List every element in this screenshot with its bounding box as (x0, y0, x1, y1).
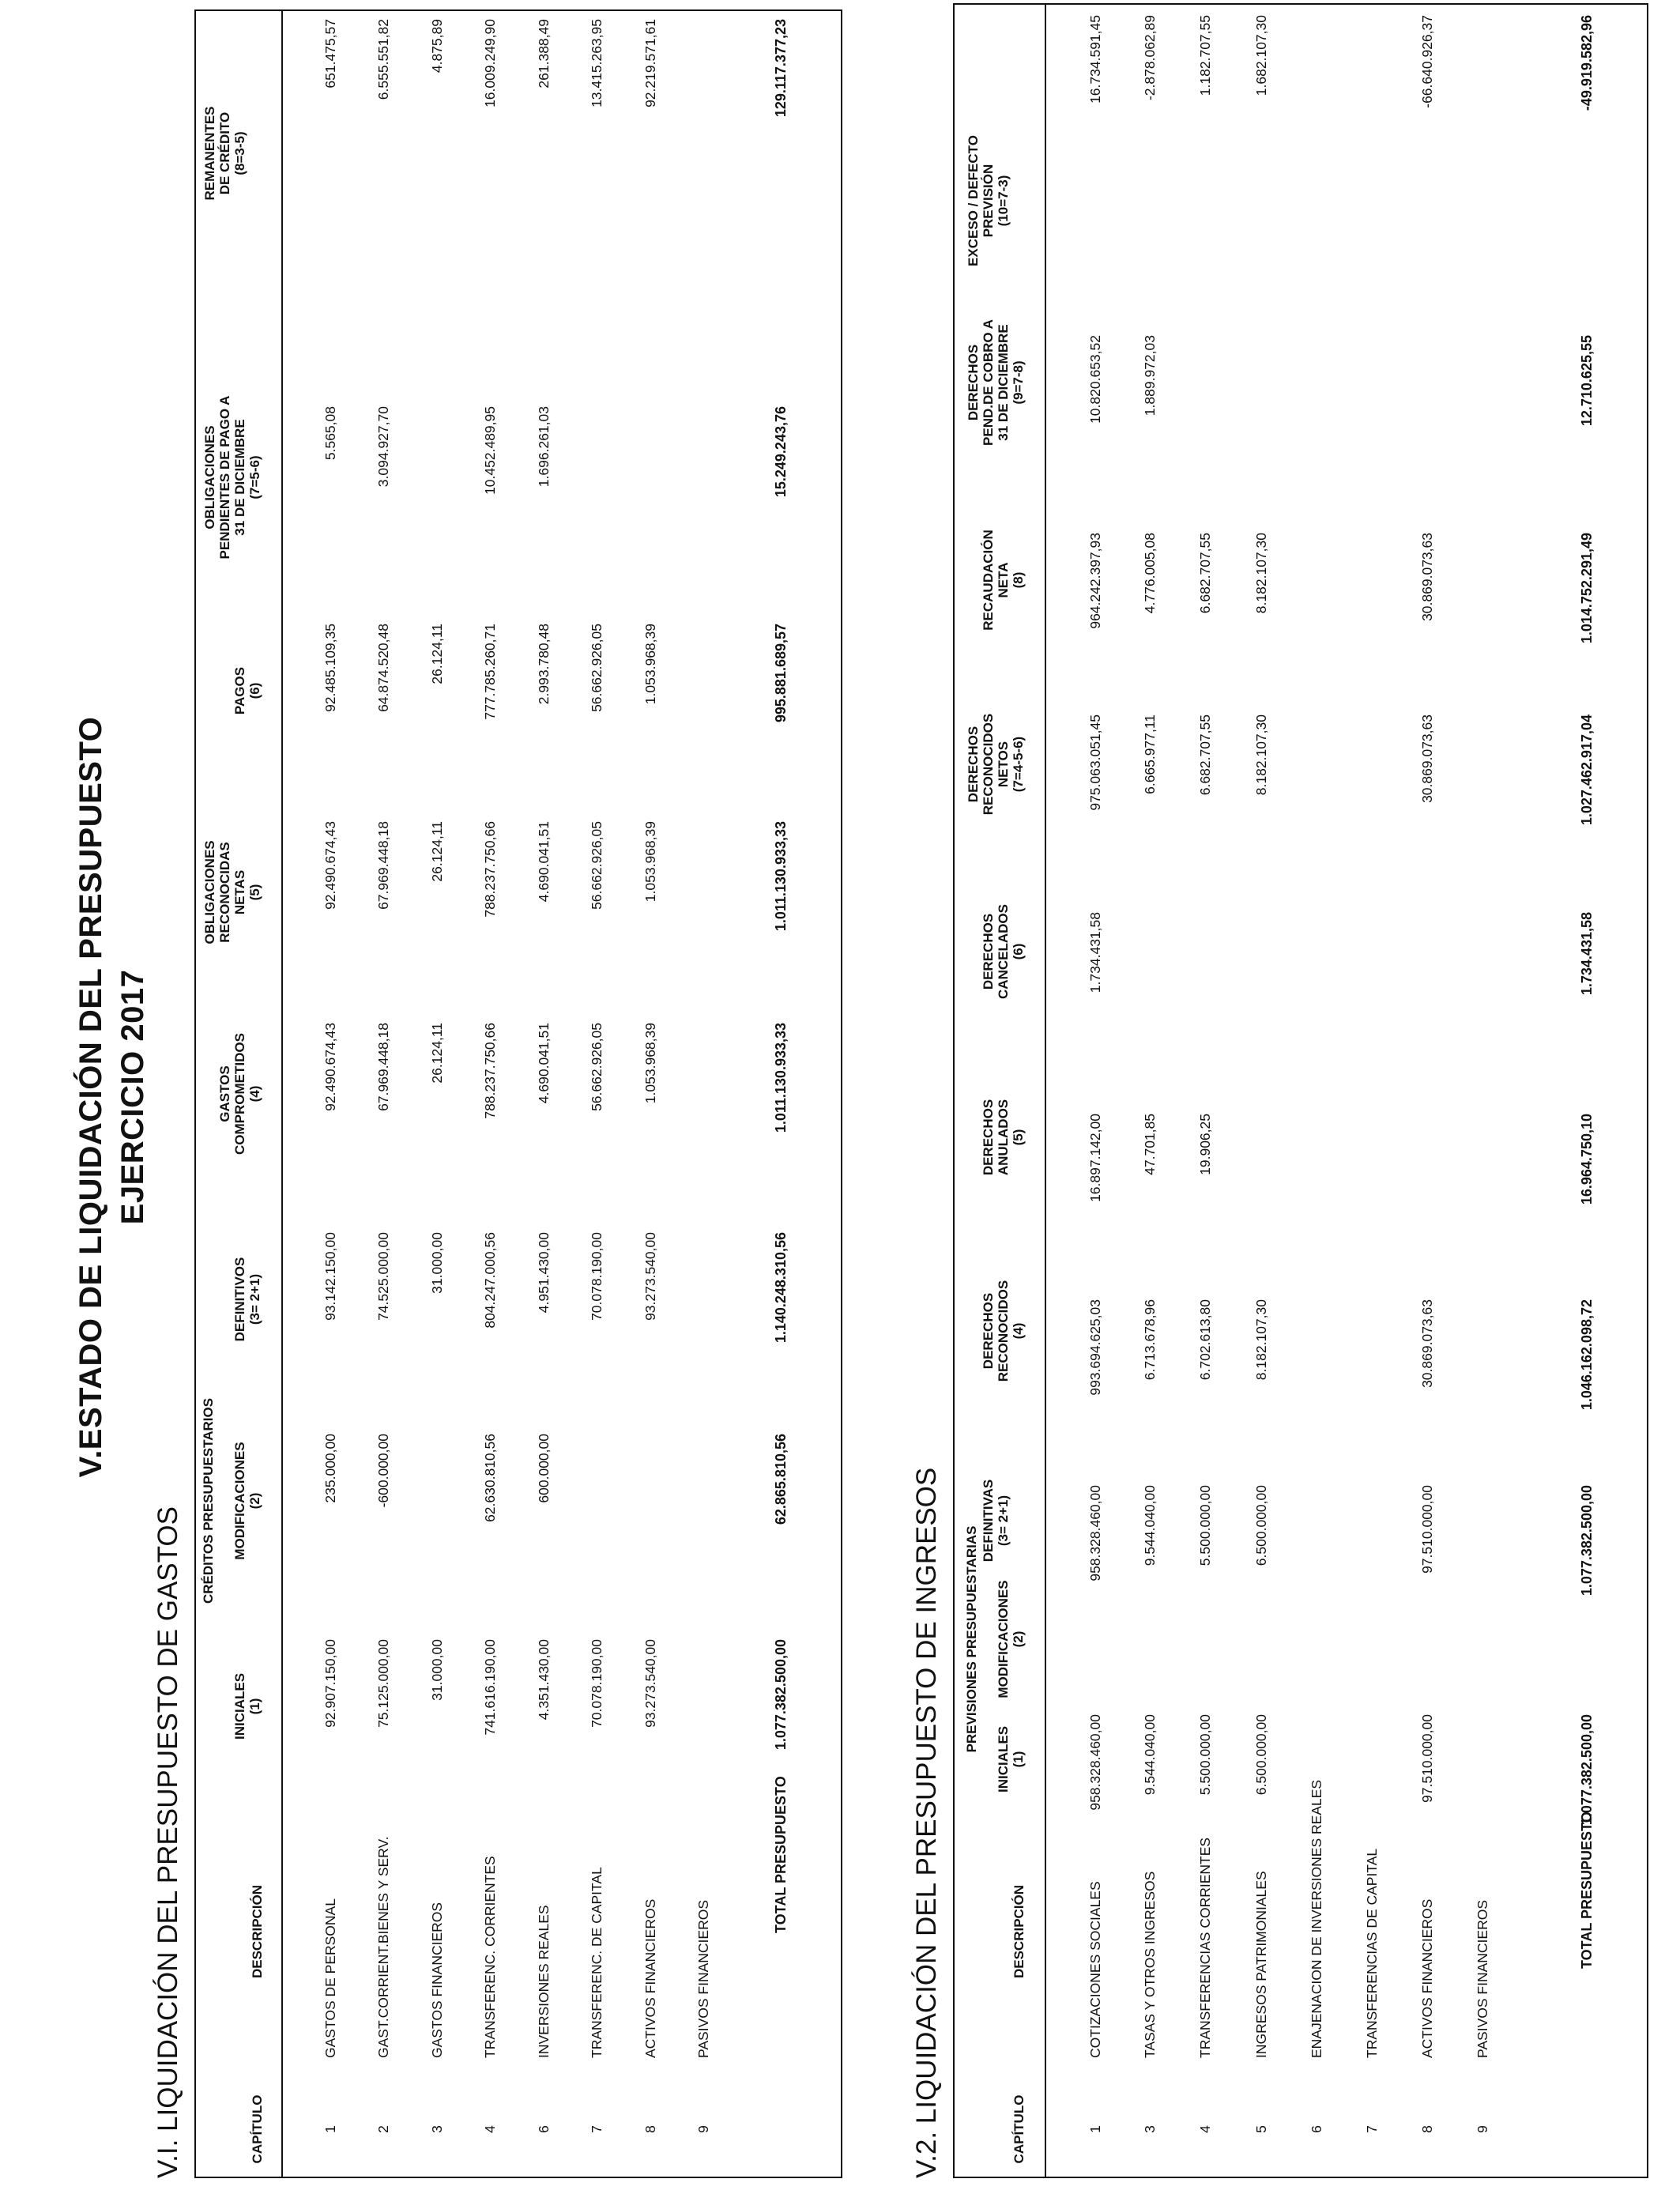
ingresos-row-5-net: 8.182.107,30 (1253, 714, 1269, 796)
gastos-row-7-capitulo: 7 (589, 2125, 605, 2133)
ingresos-row-1-pen: 10.820.653,52 (1087, 335, 1103, 424)
gastos-row-3-rem: 4.875,89 (429, 19, 445, 74)
gastos-row-8-descripcion: ACTIVOS FINANCIEROS (642, 1898, 658, 2058)
gastos-header-remanentes: REMANENTES DE CRÉDITO (8=3-5) (202, 106, 247, 201)
ingresos-row-8-capitulo: 8 (1419, 2125, 1435, 2133)
gastos-total-com: 1.011.130.933,33 (773, 1023, 789, 1133)
ingresos-row-1-can: 1.734.431,58 (1087, 912, 1103, 993)
gastos-row-6-com: 4.690.041,51 (536, 1023, 552, 1104)
ingresos-row-4-anu: 19.906,25 (1197, 1114, 1213, 1175)
ingresos-row-4-ini: 5.500.000,00 (1197, 1714, 1213, 1796)
gastos-header-iniciales: INICIALES (1) (232, 1672, 262, 1740)
ingresos-row-1-capitulo: 1 (1087, 2125, 1103, 2133)
gastos-row-3-descripcion: GASTOS FINANCIEROS (429, 1902, 445, 2058)
ingresos-row-5-rau: 8.182.107,30 (1253, 533, 1269, 614)
ingresos-row-5-capitulo: 5 (1253, 2125, 1269, 2133)
ingresos-header-modificaciones: MODIFICACIONES (2) (996, 1580, 1026, 1698)
gastos-row-4-mod: 62.630.810,56 (482, 1434, 498, 1522)
gastos-row-6-ini: 4.351.430,00 (536, 1639, 552, 1721)
gastos-total-label: TOTAL PRESUPUESTO (773, 1776, 789, 1933)
gastos-row-4-obl: 788.237.750,66 (482, 821, 498, 918)
gastos-row-7-descripcion: TRANSFERENC. DE CAPITAL (589, 1867, 605, 2058)
gastos-row-4-rem: 16.009.249,90 (482, 19, 498, 107)
gastos-row-1-mod: 235.000,00 (322, 1434, 338, 1503)
ingresos-table (953, 3, 1648, 2178)
ingresos-header-exceso: EXCESO / DEFECTO PREVISIÓN (10=7-3) (966, 135, 1011, 266)
gastos-group-header: CRÉDITOS PRESUPUESTARIOS (201, 1397, 216, 1604)
gastos-row-8-obl: 1.053.968,39 (642, 821, 658, 903)
gastos-total-pen: 15.249.243,76 (773, 406, 789, 498)
ingresos-row-8-ini: 97.510.000,00 (1419, 1714, 1435, 1803)
ingresos-row-3-rec: 6.713.678,96 (1142, 1299, 1158, 1381)
ingresos-header-recaudacion: RECAUDACIÓN NETA (8) (981, 530, 1026, 631)
gastos-table (194, 9, 842, 2178)
ingresos-row-9-capitulo: 9 (1475, 2125, 1490, 2133)
gastos-row-2-rem: 6.555.551,82 (375, 19, 391, 100)
gastos-row-6-capitulo: 6 (536, 2125, 552, 2133)
gastos-row-6-mod: 600.000,00 (536, 1434, 552, 1503)
gastos-row-8-def: 93.273.540,00 (642, 1232, 658, 1321)
gastos-row-2-mod: -600.000,00 (375, 1434, 391, 1508)
ingresos-row-9-descripcion: PASIVOS FINANCIEROS (1475, 1900, 1490, 2058)
ingresos-header-iniciales: INICIALES (1) (996, 1725, 1026, 1793)
ingresos-header-cancelados: DERECHOS CANCELADOS (6) (981, 904, 1026, 999)
gastos-row-2-com: 67.969.448,18 (375, 1023, 391, 1111)
gastos-header-capitulo: CAPÍTULO (250, 2094, 265, 2164)
gastos-row-7-ini: 70.078.190,00 (589, 1639, 605, 1728)
ingresos-row-8-rau: 30.869.073,63 (1419, 533, 1435, 621)
gastos-row-1-descripcion: GASTOS DE PERSONAL (322, 1898, 338, 2058)
gastos-section-title: V.I. LIQUIDACIÓN DEL PRESUPUESTO DE GASTOS (153, 1506, 183, 2178)
gastos-header-descripcion: DESCRIPCIÓN (250, 1884, 265, 1979)
gastos-row-8-pag: 1.053.968,39 (642, 624, 658, 705)
ingresos-row-4-rec: 6.702.613,80 (1197, 1299, 1213, 1381)
gastos-row-3-com: 26.124,11 (429, 1023, 445, 1084)
ingresos-row-1-rec: 993.694.625,03 (1087, 1299, 1103, 1396)
gastos-row-1-capitulo: 1 (322, 2125, 338, 2133)
ingresos-section-title: V.2. LIQUIDACIÓN DEL PRESUPUESTO DE INGRESOS (911, 1467, 942, 2178)
gastos-row-2-ini: 75.125.000,00 (375, 1639, 391, 1728)
ingresos-total-net: 1.027.462.917,04 (1579, 714, 1595, 826)
gastos-header-pendientes: OBLIGACIONES PENDIENTES DE PAGO A 31 DE DICIEMBRE (7=5-6) (202, 395, 262, 560)
ingresos-header-descripcion: DESCRIPCIÓN (1011, 1884, 1026, 1979)
ingresos-row-3-def: 9.544.040,00 (1142, 1485, 1158, 1566)
ingresos-row-8-net: 30.869.073,63 (1419, 714, 1435, 803)
gastos-row-6-pag: 2.993.780,48 (536, 624, 552, 705)
gastos-row-1-pen: 5.565,08 (322, 406, 338, 461)
ingresos-row-4-rau: 6.682.707,55 (1197, 533, 1213, 614)
gastos-row-9-descripcion: PASIVOS FINANCIEROS (695, 1900, 711, 2058)
gastos-row-1-ini: 92.907.150,00 (322, 1639, 338, 1728)
gastos-row-6-descripcion: INVERSIONES REALES (536, 1905, 552, 2058)
ingresos-header-pendientes: DERECHOS PEND.DE COBRO A 31 DE DICIEMBRE (9=7-8) (966, 319, 1026, 446)
gastos-header-modificaciones: MODIFICACIONES (2) (232, 1442, 262, 1560)
ingresos-row-1-exc: 16.734.591,45 (1087, 15, 1103, 104)
ingresos-row-4-net: 6.682.707,55 (1197, 714, 1213, 796)
gastos-header-obligaciones: OBLIGACIONES RECONOCIDAS NETAS (5) (202, 840, 262, 944)
gastos-header-divider (281, 11, 283, 2177)
ingresos-total-rec: 1.046.162.098,72 (1579, 1299, 1595, 1411)
ingresos-row-5-exc: 1.682.107,30 (1253, 15, 1269, 96)
gastos-header-definitivos: DEFINITIVOS (3= 2+1) (232, 1257, 262, 1342)
ingresos-total-can: 1.734.431,58 (1579, 912, 1595, 996)
ingresos-row-4-def: 5.500.000,00 (1197, 1485, 1213, 1566)
ingresos-row-5-rec: 8.182.107,30 (1253, 1299, 1269, 1381)
gastos-row-3-ini: 31.000,00 (429, 1639, 445, 1701)
gastos-row-8-ini: 93.273.540,00 (642, 1639, 658, 1728)
ingresos-header-divider (1045, 5, 1046, 2177)
gastos-total-ini: 1.077.382.500,00 (773, 1639, 789, 1751)
ingresos-total-rau: 1.014.752.291,49 (1579, 533, 1595, 644)
gastos-row-3-capitulo: 3 (429, 2125, 445, 2133)
gastos-row-4-pen: 10.452.489,95 (482, 406, 498, 495)
gastos-header-comprometidos: GASTOS COMPROMETIDOS (4) (217, 1033, 262, 1155)
ingresos-row-5-def: 6.500.000,00 (1253, 1485, 1269, 1566)
gastos-row-1-obl: 92.490.674,43 (322, 821, 338, 910)
gastos-row-4-com: 788.237.750,66 (482, 1023, 498, 1119)
ingresos-row-1-def: 958.328.460,00 (1087, 1485, 1103, 1581)
ingresos-row-3-anu: 47.701,85 (1142, 1114, 1158, 1175)
gastos-total-obl: 1.011.130.933,33 (773, 821, 789, 932)
ingresos-row-3-descripcion: TASAS Y OTROS INGRESOS (1142, 1871, 1158, 2058)
ingresos-row-3-pen: 1.889.972,03 (1142, 335, 1158, 417)
gastos-row-7-def: 70.078.190,00 (589, 1232, 605, 1321)
gastos-row-7-rem: 13.415.263,95 (589, 19, 605, 107)
ingresos-total-label: TOTAL PRESUPUESTO (1579, 1811, 1595, 1969)
ingresos-row-6-capitulo: 6 (1309, 2125, 1324, 2133)
ingresos-row-3-net: 6.665.977,11 (1142, 714, 1158, 794)
ingresos-total-def: 1.077.382.500,00 (1579, 1485, 1595, 1596)
gastos-row-2-pag: 64.874.520,48 (375, 624, 391, 712)
ingresos-group-header: PREVISIONES PRESUPUESTARIAS (964, 1525, 979, 1753)
gastos-total-def: 1.140.248.310,56 (773, 1232, 789, 1344)
gastos-row-2-descripcion: GAST.CORRIENT.BIENES Y SERV. (375, 1836, 391, 2058)
ingresos-total-exc: -49.919.582,96 (1579, 15, 1595, 111)
ingresos-row-7-descripcion: TRANSFERENCIAS DE CAPITAL (1364, 1848, 1380, 2058)
ingresos-row-1-rau: 964.242.397,93 (1087, 533, 1103, 629)
gastos-row-3-def: 31.000,00 (429, 1232, 445, 1294)
gastos-row-2-pen: 3.094.927,70 (375, 406, 391, 488)
gastos-row-4-descripcion: TRANSFERENC. CORRIENTES (482, 1856, 498, 2058)
ingresos-row-1-anu: 16.897.142,00 (1087, 1114, 1103, 1202)
ingresos-row-5-descripcion: INGRESOS PATRIMONIALES (1253, 1871, 1269, 2058)
gastos-row-4-def: 804.247.000,56 (482, 1232, 498, 1329)
ingresos-header-anulados: DERECHOS ANULADOS (5) (981, 1099, 1026, 1176)
gastos-row-8-com: 1.053.968,39 (642, 1023, 658, 1104)
document-title: V.ESTADO DE LIQUIDACIÓN DEL PRESUPUESTO (73, 716, 108, 1478)
ingresos-row-8-exc: -66.640.926,37 (1419, 15, 1435, 108)
ingresos-row-1-descripcion: COTIZACIONES SOCIALES (1087, 1881, 1103, 2058)
gastos-row-1-def: 93.142.150,00 (322, 1232, 338, 1321)
gastos-row-1-rem: 651.475,57 (322, 19, 338, 89)
gastos-row-7-com: 56.662.926,05 (589, 1023, 605, 1111)
ingresos-row-4-descripcion: TRANSFERENCIAS CORRIENTES (1197, 1837, 1213, 2058)
ingresos-header-reconocidos: DERECHOS RECONOCIDOS (4) (981, 1280, 1026, 1382)
gastos-row-6-def: 4.951.430,00 (536, 1232, 552, 1314)
ingresos-header-definitivas: DEFINITIVAS (3= 2+1) (981, 1479, 1011, 1563)
ingresos-row-8-def: 97.510.000,00 (1419, 1485, 1435, 1574)
ingresos-row-5-ini: 6.500.000,00 (1253, 1714, 1269, 1796)
gastos-row-8-capitulo: 8 (642, 2125, 658, 2133)
ingresos-row-1-net: 975.063.051,45 (1087, 714, 1103, 811)
ingresos-row-3-rau: 4.776.005,08 (1142, 533, 1158, 614)
gastos-row-7-pag: 56.662.926,05 (589, 624, 605, 712)
gastos-row-1-com: 92.490.674,43 (322, 1023, 338, 1111)
ingresos-row-4-capitulo: 4 (1197, 2125, 1213, 2133)
gastos-row-7-obl: 56.662.926,05 (589, 821, 605, 910)
ingresos-row-3-ini: 9.544.040,00 (1142, 1714, 1158, 1796)
gastos-row-6-rem: 261.388,49 (536, 19, 552, 89)
ingresos-row-3-capitulo: 3 (1142, 2125, 1158, 2133)
gastos-row-2-obl: 67.969.448,18 (375, 821, 391, 910)
gastos-row-6-obl: 4.690.041,51 (536, 821, 552, 903)
ingresos-header-netos: DERECHOS RECONOCIDOS NETOS (7=4-5-6) (966, 713, 1026, 816)
ingresos-row-7-capitulo: 7 (1364, 2125, 1380, 2133)
ingresos-row-6-descripcion: ENAJENACION DE INVERSIONES REALES (1309, 1779, 1324, 2058)
ingresos-total-anu: 16.964.750,10 (1579, 1114, 1595, 1205)
gastos-total-mod: 62.865.810,56 (773, 1434, 789, 1525)
gastos-row-1-pag: 92.485.109,35 (322, 624, 338, 712)
gastos-row-3-obl: 26.124,11 (429, 821, 445, 882)
ingresos-row-4-exc: 1.182.707,55 (1197, 15, 1213, 96)
gastos-row-4-ini: 741.616.190,00 (482, 1639, 498, 1736)
ingresos-row-1-ini: 958.328.460,00 (1087, 1714, 1103, 1811)
ingresos-row-8-rec: 30.869.073,63 (1419, 1299, 1435, 1388)
ingresos-row-3-exc: -2.878.062,89 (1142, 15, 1158, 101)
ingresos-row-8-descripcion: ACTIVOS FINANCIEROS (1419, 1898, 1435, 2058)
gastos-row-2-capitulo: 2 (375, 2125, 391, 2133)
gastos-total-pag: 995.881.689,57 (773, 624, 789, 723)
gastos-row-4-pag: 777.785.260,71 (482, 624, 498, 720)
gastos-row-8-rem: 92.219.571,61 (642, 19, 658, 107)
gastos-row-3-pag: 26.124,11 (429, 624, 445, 684)
gastos-row-9-capitulo: 9 (695, 2125, 711, 2133)
gastos-row-6-pen: 1.696.261,03 (536, 406, 552, 488)
gastos-total-rem: 129.117.377,23 (773, 19, 789, 118)
gastos-row-2-def: 74.525.000,00 (375, 1232, 391, 1321)
gastos-header-pagos: PAGOS (6) (232, 666, 262, 715)
ingresos-header-capitulo: CAPÍTULO (1011, 2094, 1026, 2164)
ingresos-total-ini: 1.077.382.500,00 (1579, 1714, 1595, 1826)
document-subtitle: EJERCICIO 2017 (115, 969, 150, 1225)
gastos-row-4-capitulo: 4 (482, 2125, 498, 2133)
ingresos-total-pen: 12.710.625,55 (1579, 335, 1595, 427)
